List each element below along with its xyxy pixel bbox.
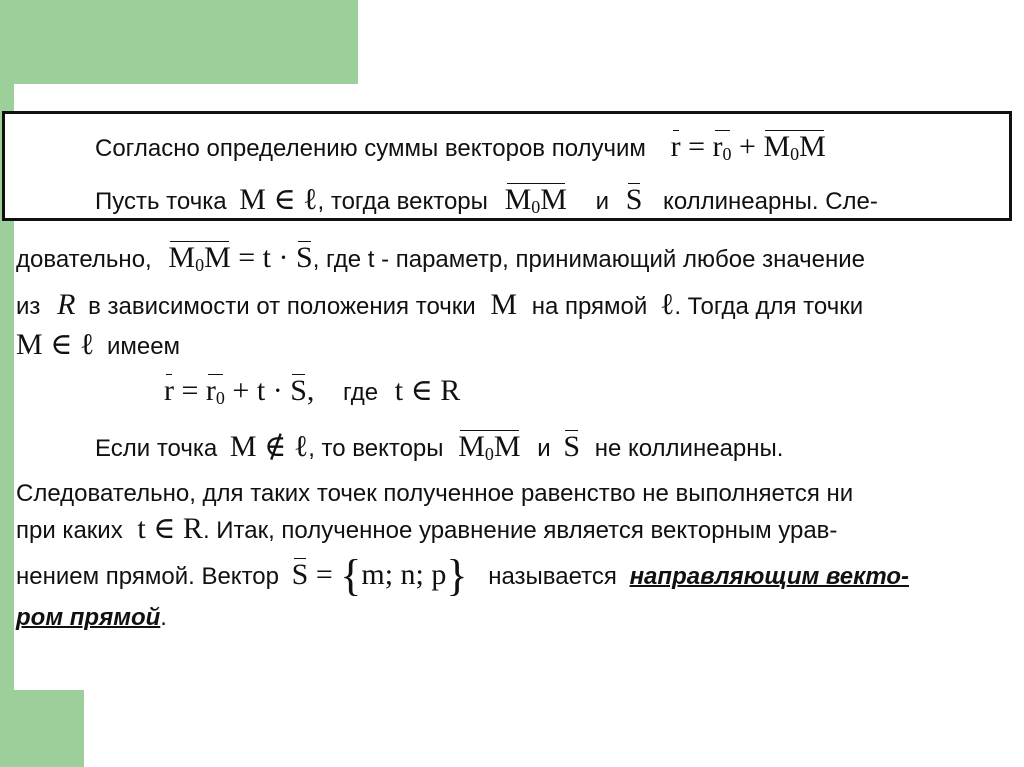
- term-direction-vector: направляющим векто-: [629, 563, 909, 590]
- line-8: Следовательно, для таких точек полученное равенство не выполняется ни: [16, 480, 854, 507]
- formula-t-in-R: t ∈ R: [394, 374, 461, 407]
- line-10: нением прямой. Вектор S = {m; n; p} называется направляющим векто-: [16, 551, 909, 600]
- symbol-M: M: [490, 288, 518, 321]
- line-1-text: Согласно определению суммы векторов получим: [95, 135, 646, 162]
- line-2: Пусть точка M ∈ ℓ, тогда векторы $M_0M$ и S коллинеарны. Сле-: [95, 185, 878, 222]
- formula-vector-equation: $r = r_0 + t \cdot S$,: [164, 374, 314, 407]
- formula-S-vector-components: S = {m; n; p}: [291, 551, 468, 600]
- formula-M0M: $M_0M$: [505, 183, 567, 216]
- decor-green-bottom: [0, 690, 84, 767]
- formula-M0M-eq-tS: $M_0M = t \cdot S$: [168, 241, 312, 274]
- line-7: Если точка M ∉ ℓ, то векторы $M_0M$ и S не коллинеарны.: [95, 432, 783, 469]
- line-4: из R в зависимости от положения точки M на прямой ℓ. Тогда для точки: [16, 288, 864, 321]
- formula-S: S: [625, 183, 643, 216]
- formula-M-in-line: M ∈ ℓ: [239, 183, 318, 216]
- formula-r-equals: $r = r_0 + M_0M$: [671, 130, 826, 163]
- symbol-R: R: [57, 288, 76, 321]
- line-3: довательно, $M_0M = t \cdot S$, где t - параметр, принимающий любое значение: [16, 243, 865, 280]
- line-1: [95, 132, 826, 169]
- decor-green-top: [0, 0, 358, 84]
- formula-M-notin-line: M ∉ ℓ: [229, 430, 309, 463]
- formula-t-in-R-2: t ∈ R: [137, 512, 203, 545]
- line-11: ром прямой.: [16, 604, 167, 631]
- symbol-ell: ℓ: [659, 288, 675, 321]
- formula-S-2: S: [563, 430, 581, 463]
- line-6: $r = r_0 + t \cdot S$, где t ∈ R: [164, 376, 460, 413]
- line-9: при каких t ∈ R. Итак, полученное уравнение является векторным урав-: [16, 512, 838, 545]
- formula-M-in-line-2: M ∈ ℓ: [16, 328, 95, 361]
- line-5: M ∈ ℓ имеем: [16, 328, 181, 361]
- formula-M0M-2: $M_0M$: [458, 430, 520, 463]
- term-of-line: ром прямой: [16, 604, 161, 631]
